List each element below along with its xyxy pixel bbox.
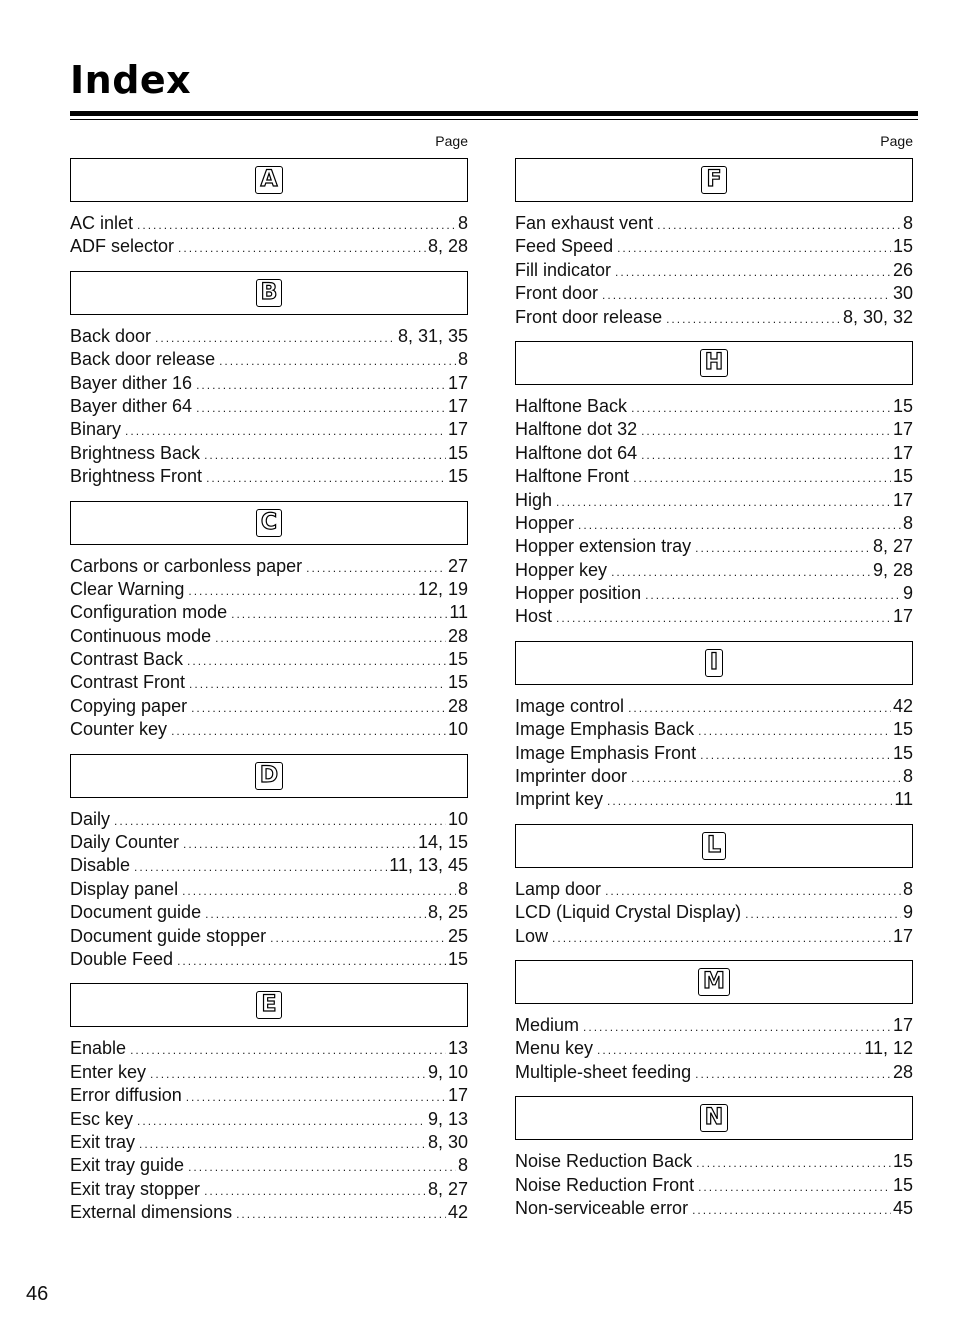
index-term: High — [515, 489, 553, 510]
dot-leader — [695, 1063, 891, 1086]
index-entry — [70, 1178, 468, 1201]
section-header-box — [70, 158, 468, 202]
index-entry — [515, 1174, 913, 1197]
index-page-ref: 8, 31, 35 — [397, 325, 468, 346]
index-entry — [515, 395, 913, 418]
dot-leader — [187, 650, 446, 673]
index-entry — [70, 1154, 468, 1177]
index-entry — [70, 925, 468, 948]
index-page-ref: 10 — [447, 808, 468, 829]
index-page-ref: 8, 28 — [427, 236, 468, 257]
section-letter: D — [255, 762, 283, 790]
index-term: LCD (Liquid Crystal Display) — [515, 902, 742, 923]
section-entry-list — [515, 212, 913, 329]
index-entry — [515, 582, 913, 605]
section-entry-list — [515, 1150, 913, 1220]
index-page-ref: 11, 12 — [864, 1038, 913, 1059]
index-entry — [70, 325, 468, 348]
index-entry — [515, 1150, 913, 1173]
index-term: Hopper key — [515, 559, 608, 580]
index-term: Non-serviceable error — [515, 1197, 689, 1218]
dot-leader — [631, 767, 901, 790]
index-entry — [70, 671, 468, 694]
index-term: Medium — [515, 1014, 580, 1035]
dot-leader — [171, 720, 446, 743]
index-page-ref: 28 — [447, 695, 468, 716]
dot-leader — [215, 627, 446, 650]
index-page-ref: 8 — [457, 213, 468, 233]
index-entry — [515, 282, 913, 305]
index-term: Halftone Front — [515, 466, 630, 487]
dot-leader — [698, 1176, 891, 1199]
dot-leader — [134, 856, 387, 879]
index-page-ref: 8, 30 — [427, 1131, 468, 1152]
dot-leader — [206, 467, 446, 490]
dot-leader — [270, 927, 446, 950]
index-page-ref: 9 — [902, 583, 913, 604]
index-entry — [70, 348, 468, 371]
index-term: Brightness Front — [70, 466, 203, 487]
index-entry — [515, 1197, 913, 1220]
index-entry — [70, 625, 468, 648]
index-page-ref: 26 — [892, 259, 913, 280]
index-page-ref: 14, 15 — [417, 832, 468, 853]
index-entry — [515, 695, 913, 718]
index-term: Lamp door — [515, 878, 602, 899]
index-term: Imprinter door — [515, 766, 628, 787]
index-entry — [515, 442, 913, 465]
dot-leader — [137, 214, 456, 237]
index-term: Imprint key — [515, 789, 604, 810]
index-term: Multiple-sheet feeding — [515, 1061, 692, 1082]
index-term: Daily — [70, 808, 111, 829]
dot-leader — [645, 584, 901, 607]
index-entry — [70, 948, 468, 971]
index-page-ref: 15 — [447, 649, 468, 670]
index-term: Noise Reduction Front — [515, 1174, 695, 1195]
index-page-ref: 15 — [892, 1174, 913, 1195]
index-page-ref: 8 — [457, 1155, 468, 1176]
dot-leader — [182, 880, 456, 903]
section-letter: N — [700, 1104, 728, 1132]
index-column-left — [70, 130, 468, 1237]
index-term: Error diffusion — [70, 1085, 182, 1106]
index-page-ref: 15 — [447, 466, 468, 487]
dot-leader — [605, 880, 901, 903]
index-page-ref: 15 — [892, 466, 913, 487]
index-term: External dimensions — [70, 1202, 233, 1223]
index-page-ref: 11, 13, 45 — [389, 855, 468, 876]
index-entry — [515, 259, 913, 282]
dot-leader — [692, 1199, 891, 1222]
index-term: Clear Warning — [70, 578, 185, 599]
index-entry — [70, 395, 468, 418]
index-term: Host — [515, 606, 553, 627]
dot-leader — [130, 1039, 446, 1062]
index-entry — [70, 235, 468, 258]
index-entry — [515, 788, 913, 811]
index-term: ADF selector — [70, 236, 175, 257]
index-term: Fill indicator — [515, 259, 612, 280]
section-header-box — [515, 824, 913, 868]
index-page-ref: 15 — [447, 672, 468, 693]
dot-leader — [700, 744, 891, 767]
index-term: Hopper — [515, 512, 575, 533]
index-page-ref: 15 — [447, 948, 468, 969]
index-term: Contrast Front — [70, 672, 186, 693]
index-page-ref: 15 — [892, 742, 913, 763]
index-page-ref: 8 — [902, 766, 913, 787]
dot-leader — [745, 903, 901, 926]
index-page-ref: 8 — [457, 878, 468, 899]
index-page-ref: 17 — [892, 442, 913, 463]
dot-leader — [641, 420, 891, 443]
index-term: Esc key — [70, 1108, 134, 1129]
index-entry — [515, 742, 913, 765]
index-term: Contrast Back — [70, 649, 184, 670]
index-column-right — [515, 130, 913, 1232]
section-entry-list — [70, 808, 468, 972]
index-page-ref: 15 — [892, 719, 913, 740]
index-page-ref: 8, 27 — [872, 536, 913, 557]
section-header-box — [70, 983, 468, 1027]
index-term: Daily Counter — [70, 832, 180, 853]
index-term: Menu key — [515, 1038, 594, 1059]
dot-leader — [188, 1156, 456, 1179]
index-term: Front door release — [515, 306, 663, 327]
index-page-ref: 11 — [894, 789, 913, 810]
index-entry — [515, 1014, 913, 1037]
index-entry — [70, 212, 468, 235]
section-entry-list — [515, 695, 913, 812]
index-entry — [515, 901, 913, 924]
index-page-ref: 17 — [892, 1014, 913, 1035]
dot-leader — [204, 1180, 426, 1203]
section-entry-list — [515, 395, 913, 629]
dot-leader — [633, 467, 891, 490]
index-term: Carbons or carbonless paper — [70, 555, 303, 576]
page-title: Index — [70, 58, 192, 102]
index-page-ref: 8 — [902, 878, 913, 899]
index-entry — [515, 718, 913, 741]
dot-leader — [139, 1133, 426, 1156]
page-number: 46 — [26, 1283, 49, 1305]
dot-leader — [556, 607, 891, 630]
index-term: Continuous mode — [70, 625, 212, 646]
index-term: Fan exhaust vent — [515, 213, 654, 233]
dot-leader — [231, 603, 447, 626]
index-term: Exit tray stopper — [70, 1178, 201, 1199]
dot-leader — [666, 308, 841, 331]
dot-leader — [607, 790, 892, 813]
index-page-ref: 28 — [892, 1061, 913, 1082]
index-page-ref: 11 — [449, 602, 468, 623]
index-entry — [515, 418, 913, 441]
section-header-box — [70, 754, 468, 798]
index-entry — [515, 306, 913, 329]
index-entry — [515, 605, 913, 628]
index-page-ref: 15 — [892, 1151, 913, 1172]
dot-leader — [191, 697, 446, 720]
dot-leader — [114, 810, 446, 833]
index-page-ref: 45 — [892, 1197, 913, 1218]
index-term: Counter key — [70, 719, 168, 740]
section-header-box — [515, 158, 913, 202]
index-term: Halftone dot 32 — [515, 419, 638, 440]
index-entry — [70, 1131, 468, 1154]
index-entry — [70, 418, 468, 441]
dot-leader — [657, 214, 901, 237]
index-entry — [515, 1037, 913, 1060]
dot-leader — [556, 491, 891, 514]
dot-leader — [186, 1086, 446, 1109]
index-page-ref: 30 — [892, 283, 913, 304]
index-entry — [70, 1201, 468, 1224]
section-entry-list — [70, 555, 468, 742]
section-header-box — [70, 501, 468, 545]
dot-leader — [155, 327, 396, 350]
index-entry — [70, 1084, 468, 1107]
title-rule-thick — [70, 111, 918, 116]
dot-leader — [602, 284, 891, 307]
index-term: Back door — [70, 325, 152, 346]
dot-leader — [696, 1152, 891, 1175]
index-term: Hopper extension tray — [515, 536, 692, 557]
index-entry — [70, 1037, 468, 1060]
dot-leader — [583, 1016, 891, 1039]
section-header-box — [515, 341, 913, 385]
index-page-ref: 8 — [902, 512, 913, 533]
section-letter: F — [701, 166, 726, 194]
section-header-box — [515, 960, 913, 1004]
dot-leader — [178, 237, 426, 260]
dot-leader — [615, 261, 891, 284]
index-term: Configuration mode — [70, 602, 228, 623]
index-term: Brightness Back — [70, 442, 201, 463]
index-page-ref: 8 — [457, 349, 468, 370]
index-page-ref: 13 — [447, 1038, 468, 1059]
index-page-ref: 15 — [447, 442, 468, 463]
index-page-ref: 10 — [447, 719, 468, 740]
dot-leader — [125, 420, 446, 443]
dot-leader — [196, 374, 446, 397]
index-page-ref: 17 — [892, 489, 913, 510]
section-letter: L — [702, 832, 726, 860]
index-page-ref: 15 — [892, 395, 913, 416]
index-term: Binary — [70, 419, 122, 440]
index-page-ref: 15 — [892, 236, 913, 257]
index-term: Noise Reduction Back — [515, 1151, 693, 1172]
index-term: Back door release — [70, 349, 216, 370]
index-entry — [70, 555, 468, 578]
index-entry — [70, 1061, 468, 1084]
section-letter: M — [698, 968, 730, 996]
index-term: Bayer dither 64 — [70, 395, 193, 416]
index-term: Image control — [515, 695, 625, 716]
index-term: Copying paper — [70, 695, 188, 716]
index-page-ref: 9 — [902, 902, 913, 923]
index-page-ref: 8 — [902, 213, 913, 233]
section-entry-list — [70, 325, 468, 489]
index-entry — [515, 235, 913, 258]
index-term: Disable — [70, 855, 131, 876]
section-entry-list — [515, 1014, 913, 1084]
index-page-ref: 17 — [447, 372, 468, 393]
index-page-ref: 17 — [447, 395, 468, 416]
section-letter: A — [255, 166, 282, 194]
dot-leader — [188, 580, 416, 603]
index-page-ref: 17 — [892, 925, 913, 946]
index-page-ref: 8, 27 — [427, 1178, 468, 1199]
section-header-box — [515, 1096, 913, 1140]
index-term: Display panel — [70, 878, 179, 899]
left-sections — [70, 158, 468, 1225]
index-entry — [70, 718, 468, 741]
section-entry-list — [515, 878, 913, 948]
index-entry — [70, 442, 468, 465]
index-entry — [515, 878, 913, 901]
dot-leader — [183, 833, 416, 856]
index-page-ref: 42 — [892, 695, 913, 716]
dot-leader — [150, 1063, 426, 1086]
section-entry-list — [70, 212, 468, 259]
section-header-box — [70, 271, 468, 315]
index-entry — [515, 1061, 913, 1084]
index-entry — [70, 1108, 468, 1131]
index-entry — [515, 465, 913, 488]
section-entry-list — [70, 1037, 468, 1224]
section-letter: C — [256, 509, 282, 537]
index-entry — [70, 601, 468, 624]
index-page-ref: 25 — [447, 925, 468, 946]
index-term: Hopper position — [515, 583, 642, 604]
page-column-header: Page — [880, 133, 913, 149]
index-page-ref: 27 — [447, 555, 468, 576]
index-entry — [70, 901, 468, 924]
index-entry — [70, 695, 468, 718]
index-page-ref: 17 — [892, 606, 913, 627]
right-sections — [515, 158, 913, 1220]
index-entry — [515, 212, 913, 235]
index-entry — [515, 925, 913, 948]
index-page-ref: 9, 10 — [427, 1061, 468, 1082]
dot-leader — [578, 514, 901, 537]
index-page-ref: 17 — [447, 1085, 468, 1106]
index-term: Front door — [515, 283, 599, 304]
index-term: Exit tray guide — [70, 1155, 185, 1176]
index-page-ref: 17 — [447, 419, 468, 440]
dot-leader — [236, 1203, 446, 1226]
index-term: Image Emphasis Back — [515, 719, 695, 740]
index-term: Double Feed — [70, 948, 174, 969]
index-entry — [515, 559, 913, 582]
dot-leader — [617, 237, 891, 260]
section-letter: I — [705, 649, 723, 677]
index-page-ref: 8, 25 — [427, 902, 468, 923]
section-letter: E — [256, 991, 281, 1019]
dot-leader — [698, 720, 891, 743]
index-term: Bayer dither 16 — [70, 372, 193, 393]
index-term: Halftone Back — [515, 395, 628, 416]
index-entry — [70, 578, 468, 601]
dot-leader — [631, 397, 891, 420]
section-letter: B — [256, 279, 283, 307]
index-term: Exit tray — [70, 1131, 136, 1152]
index-term: Halftone dot 64 — [515, 442, 638, 463]
index-entry — [70, 372, 468, 395]
index-term: Low — [515, 925, 549, 946]
dot-leader — [219, 350, 456, 373]
index-term: Feed Speed — [515, 236, 614, 257]
title-rule-thin — [70, 119, 918, 120]
index-entry — [70, 854, 468, 877]
index-entry — [515, 765, 913, 788]
index-page-ref: 28 — [447, 625, 468, 646]
index-entry — [70, 465, 468, 488]
dot-leader — [196, 397, 446, 420]
index-page-ref: 12, 19 — [417, 578, 468, 599]
dot-leader — [204, 444, 446, 467]
dot-leader — [611, 561, 871, 584]
index-entry — [70, 831, 468, 854]
section-letter: H — [700, 349, 728, 377]
dot-leader — [205, 903, 426, 926]
index-entry — [515, 535, 913, 558]
dot-leader — [597, 1039, 862, 1062]
index-page-ref: 42 — [447, 1202, 468, 1223]
dot-leader — [695, 537, 871, 560]
index-page-ref: 17 — [892, 419, 913, 440]
index-term: Image Emphasis Front — [515, 742, 697, 763]
index-entry — [70, 648, 468, 671]
index-term: Document guide stopper — [70, 925, 267, 946]
section-header-box — [515, 641, 913, 685]
index-page-ref: 9, 13 — [427, 1108, 468, 1129]
dot-leader — [177, 950, 446, 973]
index-entry — [70, 878, 468, 901]
index-term: Document guide — [70, 902, 202, 923]
page-column-header: Page — [435, 133, 468, 149]
index-entry — [515, 489, 913, 512]
index-entry — [70, 808, 468, 831]
index-term: Enable — [70, 1038, 127, 1059]
index-term: AC inlet — [70, 213, 134, 233]
dot-leader — [552, 927, 891, 950]
dot-leader — [189, 673, 446, 696]
index-page-ref: 8, 30, 32 — [842, 306, 913, 327]
dot-leader — [628, 697, 891, 720]
index-page-ref: 9, 28 — [872, 559, 913, 580]
index-entry — [515, 512, 913, 535]
dot-leader — [306, 557, 446, 580]
index-term: Enter key — [70, 1061, 147, 1082]
dot-leader — [641, 444, 891, 467]
dot-leader — [137, 1110, 426, 1133]
